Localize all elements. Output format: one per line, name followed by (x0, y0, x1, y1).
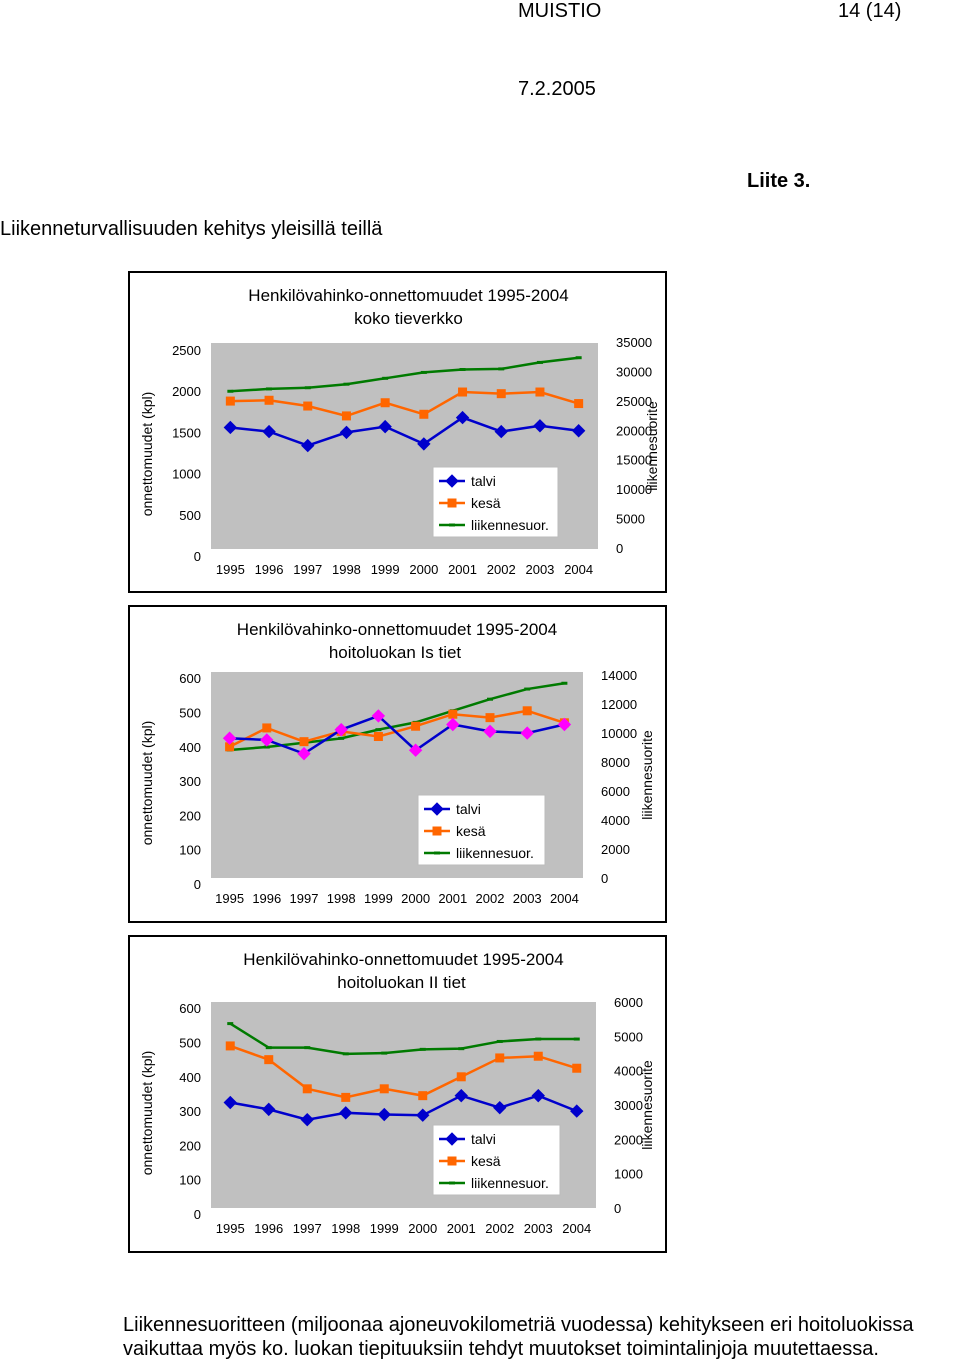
x-tick-label: 2001 (446, 1221, 476, 1236)
legend-label: liikennesuor. (471, 517, 549, 533)
y-tick-label: 500 (179, 705, 201, 721)
legend-label: talvi (456, 801, 481, 817)
x-tick-label: 1999 (370, 562, 400, 577)
kesa-point-7 (495, 1053, 504, 1062)
kesa-point-4 (380, 1084, 389, 1093)
x-tick-label: 2001 (438, 891, 468, 906)
legend-kesa-point-0 (448, 1157, 457, 1166)
kesa-point-2 (300, 737, 309, 746)
kesa-point-0 (226, 1041, 235, 1050)
y-tick-label: 1000 (172, 466, 201, 482)
x-tick-label: 1998 (326, 891, 356, 906)
x-tick-label: 1998 (331, 1221, 361, 1236)
kesa-point-8 (535, 388, 544, 397)
y2-tick-label: 1000 (614, 1166, 643, 1182)
kesa-point-1 (264, 1055, 273, 1064)
y2-tick-label: 12000 (601, 697, 638, 712)
chart-koko-tieverkko (128, 271, 667, 593)
y2-tick-label: 0 (614, 1201, 622, 1216)
chart-title: Henkilövahinko-onnettomuudet 1995-2004 (248, 286, 569, 305)
kesa-point-8 (534, 1052, 543, 1061)
y-tick-label: 400 (179, 739, 201, 755)
legend-label: talvi (471, 473, 496, 489)
y-tick-label: 0 (193, 877, 201, 892)
kesa-point-6 (448, 710, 457, 719)
y-tick-label: 600 (179, 1001, 201, 1017)
kesa-point-4 (374, 732, 383, 741)
attachment-label: Liite 3. (747, 170, 811, 192)
y-tick-label: 1500 (172, 425, 201, 441)
page-number: 14 (14) (838, 0, 902, 22)
chart-subtitle: hoitoluokan II tiet (337, 973, 466, 992)
x-tick-label: 1995 (215, 562, 245, 577)
kesa-point-1 (262, 723, 271, 732)
y-tick-label: 2500 (172, 343, 201, 358)
legend (418, 795, 545, 865)
y2-tick-label: 0 (616, 541, 624, 556)
y2-axis-label: liikennesuorite (644, 401, 660, 491)
kesa-point-6 (458, 388, 467, 397)
doc-type-label: MUISTIO (518, 0, 602, 22)
y-tick-label: 100 (179, 1172, 201, 1188)
y2-tick-label: 10000 (616, 482, 653, 498)
x-tick-label: 2003 (512, 891, 542, 906)
y2-tick-label: 8000 (601, 755, 630, 770)
y-tick-label: 600 (179, 671, 201, 687)
y2-tick-label: 14000 (601, 668, 638, 683)
kesa-point-4 (381, 398, 390, 407)
x-tick-label: 2004 (562, 1221, 592, 1236)
y-tick-label: 0 (193, 1207, 201, 1222)
y2-tick-label: 3000 (614, 1098, 643, 1113)
kesa-point-1 (265, 396, 274, 405)
legend-kesa-point-0 (448, 499, 457, 508)
x-tick-label: 2001 (448, 562, 478, 577)
y2-axis-label: liikennesuorite (639, 1060, 655, 1150)
legend-label: kesä (471, 1153, 501, 1169)
kesa-point-8 (523, 706, 532, 715)
x-tick-label: 2002 (486, 562, 516, 577)
document-title: Liikenneturvallisuuden kehitys yleisillä teillä (0, 218, 383, 240)
kesa-point-6 (457, 1072, 466, 1081)
y2-tick-label: 4000 (614, 1063, 643, 1079)
y2-tick-label: 0 (601, 871, 609, 886)
x-tick-label: 2000 (408, 1221, 438, 1236)
y2-tick-label: 30000 (616, 364, 653, 380)
kesa-point-5 (419, 410, 428, 419)
y-axis-label: onnettomuudet (kpl) (139, 1050, 155, 1176)
legend-label: liikennesuor. (456, 845, 534, 861)
x-tick-label: 2002 (475, 891, 505, 906)
y2-tick-label: 5000 (616, 511, 645, 527)
kesa-point-5 (418, 1091, 427, 1100)
x-tick-label: 2003 (523, 1221, 553, 1236)
y2-tick-label: 2000 (614, 1132, 643, 1148)
x-tick-label: 2004 (549, 891, 579, 906)
y2-tick-label: 2000 (601, 842, 630, 857)
x-tick-label: 1996 (252, 891, 282, 906)
y-axis-label: onnettomuudet (kpl) (139, 391, 155, 517)
x-tick-label: 2003 (525, 562, 555, 577)
y-axis-label: onnettomuudet (kpl) (139, 720, 155, 846)
y2-axis-label: liikennesuorite (639, 730, 655, 820)
footer-note: Liikennesuoritteen (miljoonaa ajoneuvokilometriä vuodessa) kehitykseen eri hoitoluokissa vaikuttaa myös ko. luokan tiepituuksiin tehdyt muutokset toimintalinjoja muutettaessa. (123, 1314, 914, 1360)
legend-label: liikennesuor. (471, 1175, 549, 1191)
chart-subtitle: hoitoluokan Is tiet (328, 643, 462, 662)
x-tick-label: 1998 (331, 562, 361, 577)
y2-tick-label: 35000 (616, 335, 653, 350)
x-tick-label: 1996 (254, 1221, 284, 1236)
chart-hoitoluokka-is (128, 605, 667, 923)
kesa-point-5 (411, 722, 420, 731)
chart-svg (130, 937, 665, 1251)
legend (433, 1125, 560, 1195)
x-tick-label: 2000 (401, 891, 431, 906)
y2-tick-label: 6000 (614, 995, 643, 1010)
kesa-point-9 (574, 399, 583, 408)
chart-svg (130, 607, 665, 921)
x-tick-label: 1999 (363, 891, 393, 906)
y-tick-label: 0 (193, 549, 201, 564)
x-tick-label: 1997 (293, 562, 323, 577)
kesa-point-7 (486, 713, 495, 722)
x-tick-label: 1999 (369, 1221, 399, 1236)
kesa-point-2 (303, 1084, 312, 1093)
y-tick-label: 2000 (172, 384, 201, 400)
chart-title: Henkilövahinko-onnettomuudet 1995-2004 (236, 620, 558, 639)
x-tick-label: 2004 (564, 562, 594, 577)
chart-svg (130, 273, 665, 591)
y2-tick-label: 10000 (601, 726, 638, 741)
legend-label: kesä (456, 823, 486, 839)
x-tick-label: 1995 (215, 1221, 245, 1236)
y-tick-label: 200 (179, 1138, 201, 1154)
legend-label: kesä (471, 495, 501, 511)
x-tick-label: 1995 (215, 891, 245, 906)
y-tick-label: 100 (179, 842, 201, 858)
doc-date: 7.2.2005 (518, 78, 596, 100)
chart-subtitle: koko tieverkko (354, 309, 463, 328)
y-tick-label: 500 (179, 507, 201, 523)
y-tick-label: 400 (179, 1069, 201, 1085)
legend (433, 467, 558, 537)
y2-tick-label: 6000 (601, 784, 630, 799)
x-tick-label: 1996 (254, 562, 284, 577)
kesa-point-3 (341, 1093, 350, 1102)
kesa-point-7 (497, 389, 506, 398)
y-tick-label: 200 (179, 808, 201, 824)
kesa-point-3 (342, 411, 351, 420)
x-tick-label: 2000 (409, 562, 439, 577)
y2-tick-label: 15000 (616, 452, 653, 468)
y-tick-label: 500 (179, 1035, 201, 1051)
kesa-point-2 (303, 402, 312, 411)
y2-tick-label: 20000 (616, 423, 653, 439)
legend-kesa-point-0 (433, 827, 442, 836)
y2-tick-label: 4000 (601, 813, 630, 828)
kesa-point-9 (572, 1064, 581, 1073)
y-tick-label: 300 (179, 774, 201, 790)
y2-tick-label: 5000 (614, 1029, 643, 1045)
y-tick-label: 300 (179, 1104, 201, 1120)
x-tick-label: 2002 (485, 1221, 515, 1236)
y2-tick-label: 25000 (616, 393, 653, 409)
chart-title: Henkilövahinko-onnettomuudet 1995-2004 (243, 950, 564, 969)
legend-label: talvi (471, 1131, 496, 1147)
x-tick-label: 1997 (292, 1221, 322, 1236)
kesa-point-0 (226, 397, 235, 406)
chart-hoitoluokka-ii (128, 935, 667, 1253)
x-tick-label: 1997 (289, 891, 319, 906)
